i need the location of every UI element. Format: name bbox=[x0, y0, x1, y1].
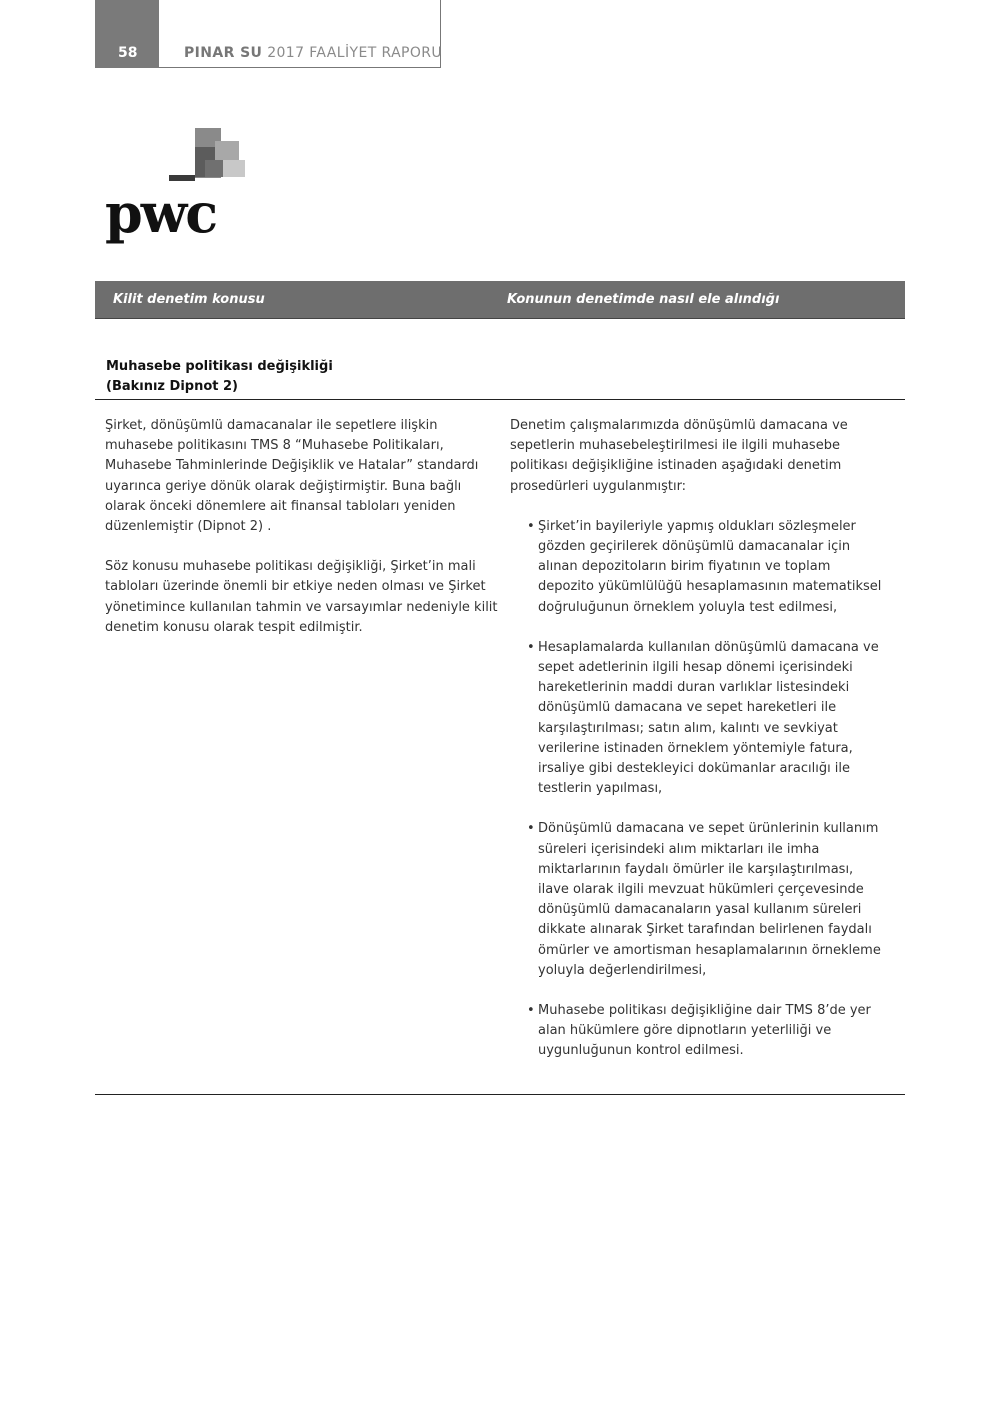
section-divider bbox=[95, 399, 905, 400]
col1-header: Kilit denetim konusu bbox=[113, 292, 265, 307]
list-item: • Hesaplamalarda kullanılan dönüşümlü damacana ve sepet adetlerinin ilgili hesap dönemi içerisindeki hareketlerinin maddi duran varlıklar listesindeki dönüşümlü damacana ve sepet hareketleri ile karşılaştırılması; satın alım, kalıntı ve sevkiyat verilerine istinaden örneklem yöntemiyle fatura, irsaliye gibi destekleyici dokümanlar aracılığı ile testlerin yapılması, bbox=[510, 638, 882, 800]
brand-name: PINAR SU bbox=[184, 45, 263, 61]
list-item: • Dönüşümlü damacana ve sepet ürünlerinin kullanım süreleri içerisindeki alım miktarları ile imha miktarlarının faydalı ömürler ile karşılaştırılması, ilave olarak ilgili mevzuat hükümleri çerçevesinde dönüşümlü damacanaların yasal kullanım süreleri dikkate alınarak Şirket tarafından belirlenen faydalı ömürler ve amortisman hesaplamalarının örnekleme yoluyla değerlendirilmesi, bbox=[510, 819, 882, 981]
logo-square bbox=[223, 160, 245, 177]
pwc-logo bbox=[105, 125, 255, 245]
page-number: 58 bbox=[118, 45, 138, 61]
logo-wordmark: pwc bbox=[105, 181, 217, 245]
list-item: • Muhasebe politikası değişikliğine dair TMS 8’de yer alan hükümlere göre dipnotların yeterliliği ve uygunluğunun kontrol edilmesi. bbox=[510, 1001, 882, 1062]
procedure-list bbox=[510, 517, 882, 1062]
left-column bbox=[105, 416, 500, 658]
report-name: 2017 FAALİYET RAPORU bbox=[267, 45, 443, 61]
section-title-line2: (Bakınız Dipnot 2) bbox=[106, 379, 238, 394]
report-title bbox=[184, 45, 442, 61]
col2-header: Konunun denetimde nasıl ele alındığı bbox=[507, 292, 780, 307]
right-intro: Denetim çalışmalarımızda dönüşümlü damacana ve sepetlerin muhasebeleştirilmesi ile ilgili muhasebe politikası değişikliğine istinaden aşağıdaki denetim prosedürleri uygulanmıştır: bbox=[510, 418, 848, 494]
section-title bbox=[106, 357, 333, 397]
list-item: • Şirket’in bayileriyle yapmış oldukları sözleşmeler gözden geçirilerek dönüşümlü damacanalar için alınan depozitoların birim fiyatının ve toplam depozito yükümlülüğü hesaplamasının matematiksel doğruluğunun örneklem yoluyla test edilmesi, bbox=[510, 517, 882, 618]
table-bottom-rule bbox=[95, 1094, 905, 1095]
section-title-line1: Muhasebe politikası değişikliği bbox=[106, 359, 333, 374]
left-paragraph: Şirket, dönüşümlü damacanalar ile sepetlere ilişkin muhasebe politikasını TMS 8 “Muhasebe Politikaları, Muhasebe Tahminlerinde Değişiklik ve Hatalar” standardı uyarınca geriye dönük olarak değiştirmiştir. Buna bağlı olarak önceki dönemlere ait finansal tabloları yeniden düzenlemiştir (Dipnot 2) . bbox=[105, 418, 479, 535]
right-column bbox=[510, 416, 882, 1082]
logo-square bbox=[205, 160, 223, 177]
left-paragraph: Söz konusu muhasebe politikası değişikliği, Şirket’in mali tabloları üzerinde önemli bir etkiye neden olması ve Şirket yönetimince kullanılan tahmin ve varsayımlar nedeniyle kilit denetim konusu olarak tespit edilmiştir. bbox=[105, 559, 498, 635]
table-header bbox=[95, 281, 905, 319]
